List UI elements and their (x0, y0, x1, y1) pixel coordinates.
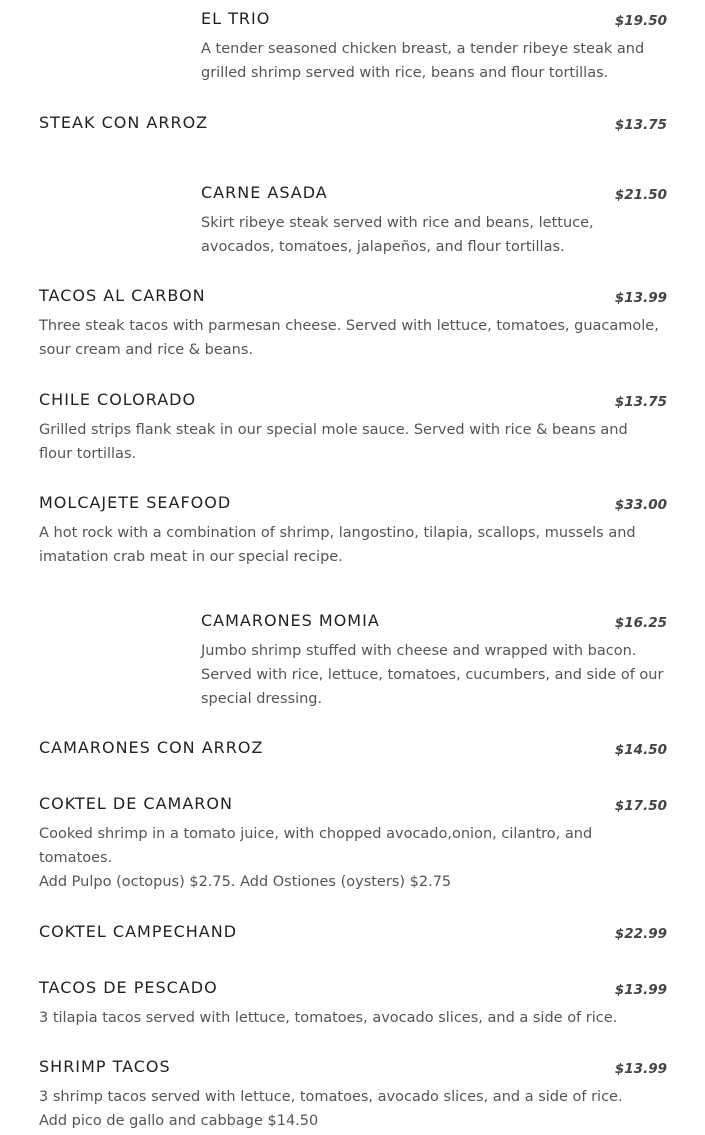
item-name: CHILE COLORADO (39, 390, 197, 409)
description-line: avocados, tomatoes, jalapeños, and flour tortillas. (201, 239, 565, 255)
item-description (39, 521, 667, 569)
item-name: CAMARONES CON ARROZ (39, 738, 264, 757)
item-price: $13.75 (614, 394, 667, 410)
description-line: Jumbo shrimp stuffed with cheese and wrapped with bacon. (201, 643, 637, 659)
item-name: EL TRIO (201, 9, 271, 28)
item-price: $13.99 (614, 1061, 667, 1077)
description-line: imatation crab meat in our special recipe. (39, 549, 343, 565)
item-name: SHRIMP TACOS (39, 1057, 171, 1076)
description-line: Add Pulpo (octopus) $2.75. Add Ostiones (oysters) $2.75 (39, 874, 452, 890)
item-description (201, 639, 667, 711)
description-line: sour cream and rice & beans. (39, 342, 254, 358)
item-name: CARNE ASADA (201, 183, 328, 202)
item-price: $33.00 (614, 497, 667, 513)
item-price: $22.99 (614, 926, 667, 942)
item-description (39, 314, 667, 362)
description-line: special dressing. (201, 691, 323, 707)
description-line: flour tortillas. (39, 446, 137, 462)
description-line: Three steak tacos with parmesan cheese. Served with lettuce, tomatoes, guacamole, (39, 318, 659, 334)
item-description (201, 37, 667, 85)
item-description (39, 418, 667, 466)
description-line: A hot rock with a combination of shrimp, langostino, tilapia, scallops, mussels and (39, 525, 636, 541)
item-description (201, 211, 667, 259)
item-price: $17.50 (614, 798, 667, 814)
description-line: Served with rice, lettuce, tomatoes, cucumbers, and side of our (201, 667, 664, 683)
item-price: $13.75 (614, 117, 667, 133)
description-line: Skirt ribeye steak served with rice and beans, lettuce, (201, 215, 594, 231)
item-price: $13.99 (614, 982, 667, 998)
item-price: $19.50 (614, 13, 667, 29)
item-name: STEAK CON ARROZ (39, 113, 209, 132)
item-name: COKTEL DE CAMARON (39, 794, 233, 813)
description-line: A tender seasoned chicken breast, a tender ribeye steak and (201, 41, 645, 57)
item-name: COKTEL CAMPECHAND (39, 922, 238, 941)
item-description (39, 822, 667, 894)
item-price: $16.25 (614, 615, 667, 631)
item-description (39, 1085, 667, 1133)
item-name: TACOS DE PESCADO (39, 978, 218, 997)
item-name: MOLCAJETE SEAFOOD (39, 493, 232, 512)
description-line: Cooked shrimp in a tomato juice, with chopped avocado,onion, cilantro, and (39, 826, 593, 842)
item-description (39, 1006, 667, 1030)
item-name: CAMARONES MOMIA (201, 611, 380, 630)
item-price: $21.50 (614, 187, 667, 203)
item-price: $13.99 (614, 290, 667, 306)
description-line: Add pico de gallo and cabbage $14.50 (39, 1113, 319, 1129)
description-line: tomatoes. (39, 850, 113, 866)
description-line: 3 shrimp tacos served with lettuce, tomatoes, avocado slices, and a side of rice. (39, 1089, 623, 1105)
item-price: $14.50 (614, 742, 667, 758)
item-name: TACOS AL CARBON (39, 286, 206, 305)
description-line: Grilled strips flank steak in our special mole sauce. Served with rice & beans and (39, 422, 628, 438)
description-line: grilled shrimp served with rice, beans and flour tortillas. (201, 65, 609, 81)
description-line: 3 tilapia tacos served with lettuce, tomatoes, avocado slices, and a side of rice. (39, 1010, 618, 1026)
